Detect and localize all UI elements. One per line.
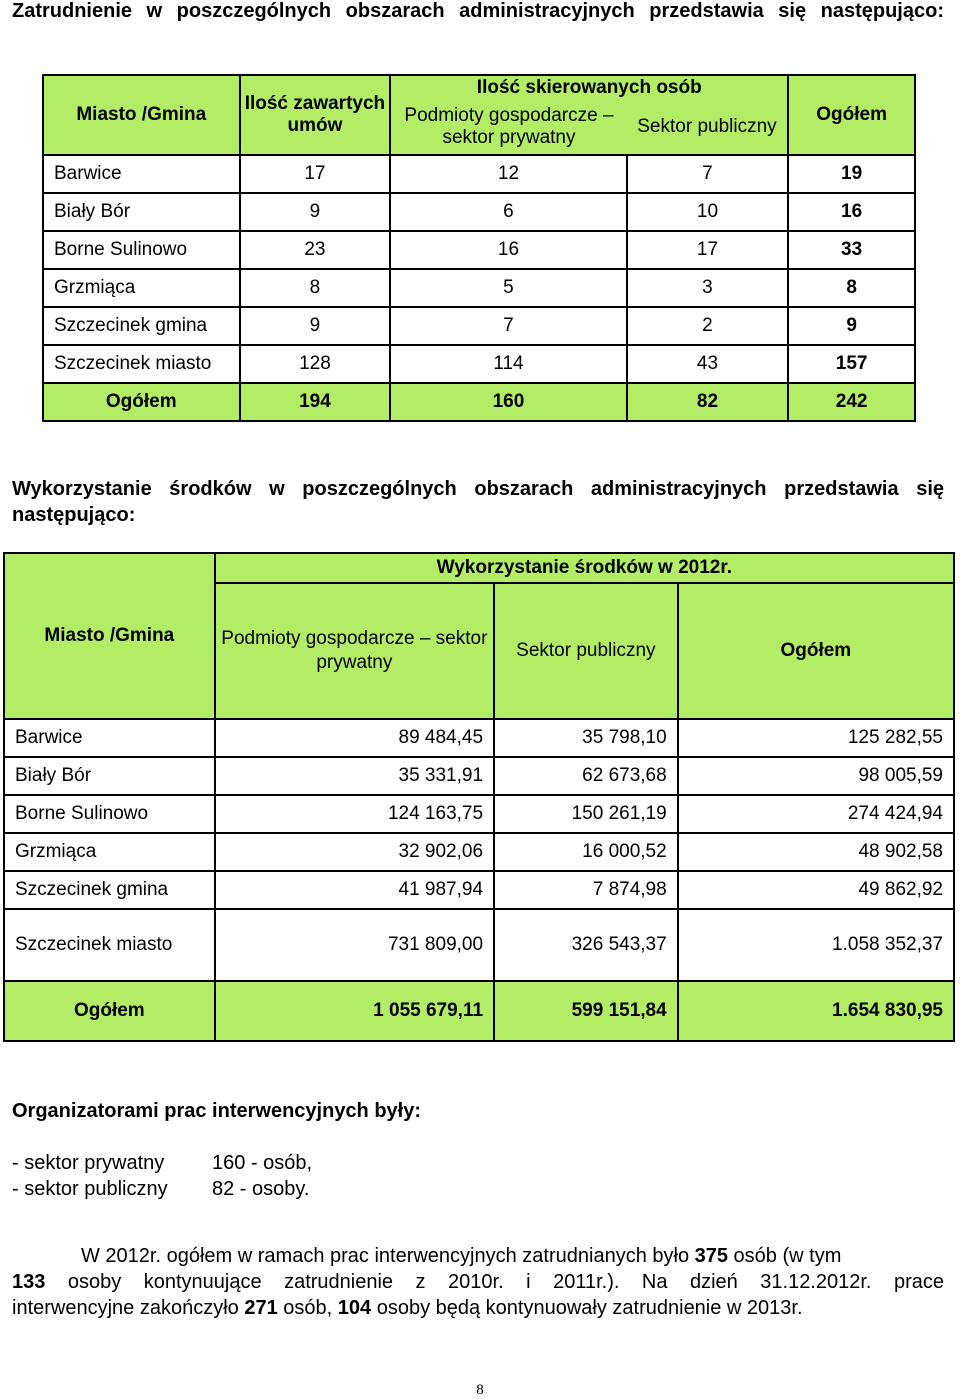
total-cell: 98 005,59 [678,757,954,795]
total-cell: 125 282,55 [678,719,954,757]
header-directed: Ilość skierowanych osób [390,75,788,99]
sum-public: 82 [627,383,789,421]
page-number: 8 [476,1382,484,1398]
sum-label: Ogółem [43,383,240,421]
summary-text: osób, [277,1297,338,1319]
city-cell: Szczecinek miasto [4,909,215,981]
private-cell: 16 [390,231,626,269]
list-item [12,1150,312,1176]
table-row [4,871,954,909]
organizer-value: 82 - osoby. [212,1178,310,1200]
total-cell: 49 862,92 [678,871,954,909]
employment-table [42,74,916,422]
total-cell: 8 [788,269,915,307]
city-cell: Biały Bór [4,757,215,795]
public-cell: 16 000,52 [494,833,678,871]
header-usage: Wykorzystanie środków w 2012r. [215,553,954,583]
public-cell: 62 673,68 [494,757,678,795]
table-row [43,269,915,307]
organizer-label: - sektor publiczny [12,1178,168,1200]
private-cell: 114 [390,345,626,383]
header-total: Ogółem [678,583,954,719]
table-row [43,155,915,193]
private-cell: 731 809,00 [215,909,494,981]
public-cell: 10 [627,193,789,231]
city-cell: Borne Sulinowo [43,231,240,269]
summary-text: interwencyjne zakończyło [12,1297,245,1319]
public-cell: 326 543,37 [494,909,678,981]
organizer-value: 160 - osób, [212,1152,313,1174]
summary-number: 375 [694,1245,728,1267]
public-cell: 17 [627,231,789,269]
header-private: Podmioty gospodarcze – sektor prywatny [215,583,494,719]
contracts-cell: 17 [240,155,391,193]
city-cell: Borne Sulinowo [4,795,215,833]
summary-text: osób (w tym [728,1245,842,1267]
private-cell: 89 484,45 [215,719,494,757]
list-item [12,1176,309,1202]
public-cell: 35 798,10 [494,719,678,757]
sum-label: Ogółem [4,981,215,1041]
total-cell: 16 [788,193,915,231]
city-cell: Grzmiąca [43,269,240,307]
summary-paragraph [12,1243,944,1321]
city-cell: Biały Bór [43,193,240,231]
header-public: Sektor publiczny [627,99,789,155]
private-cell: 7 [390,307,626,345]
total-cell: 19 [788,155,915,193]
header-city: Miasto /Gmina [43,75,240,155]
total-cell: 33 [788,231,915,269]
public-cell: 43 [627,345,789,383]
total-cell: 1.058 352,37 [678,909,954,981]
private-cell: 12 [390,155,626,193]
table-row [43,345,915,383]
header-total: Ogółem [788,75,915,155]
summary-text: W 2012r. ogółem w ramach prac interwencyjnych zatrudnianych było [81,1245,695,1267]
table-row [4,909,954,981]
sum-contracts: 194 [240,383,391,421]
table-row [43,307,915,345]
table-row [43,193,915,231]
sum-private: 1 055 679,11 [215,981,494,1041]
sum-public: 599 151,84 [494,981,678,1041]
contracts-cell: 9 [240,193,391,231]
city-cell: Grzmiąca [4,833,215,871]
intro-funds: Wykorzystanie środków w poszczególnych obszarach administracyjnych przedstawia się następująco: [12,478,944,526]
table-sum-row [4,981,954,1041]
organizer-label: - sektor prywatny [12,1152,165,1174]
total-cell: 274 424,94 [678,795,954,833]
summary-line-2 [12,1269,944,1295]
summary-text: osoby będą kontynuowały zatrudnienie w 2013r. [371,1297,803,1319]
city-cell: Szczecinek miasto [43,345,240,383]
private-cell: 32 902,06 [215,833,494,871]
table-row [4,719,954,757]
sum-private: 160 [390,383,626,421]
total-cell: 48 902,58 [678,833,954,871]
private-cell: 5 [390,269,626,307]
funds-table [3,552,955,1042]
contracts-cell: 8 [240,269,391,307]
table-row [4,795,954,833]
public-cell: 7 [627,155,789,193]
private-cell: 6 [390,193,626,231]
table-row [4,757,954,795]
private-cell: 124 163,75 [215,795,494,833]
public-cell: 150 261,19 [494,795,678,833]
header-contracts: Ilość zawartych umów [240,75,391,155]
table-row [43,231,915,269]
private-cell: 41 987,94 [215,871,494,909]
total-cell: 9 [788,307,915,345]
sum-total: 242 [788,383,915,421]
table-row [4,833,954,871]
public-cell: 3 [627,269,789,307]
header-public: Sektor publiczny [494,583,678,719]
summary-line-1 [12,1243,944,1269]
summary-line-3 [12,1295,944,1321]
contracts-cell: 128 [240,345,391,383]
public-cell: 7 874,98 [494,871,678,909]
total-cell: 157 [788,345,915,383]
table-sum-row [43,383,915,421]
contracts-cell: 9 [240,307,391,345]
public-cell: 2 [627,307,789,345]
organizers-heading: Organizatorami prac interwencyjnych były: [12,1100,422,1122]
header-city: Miasto /Gmina [4,553,215,719]
summary-number: 271 [244,1297,278,1319]
city-cell: Barwice [43,155,240,193]
summary-number: 104 [337,1297,372,1319]
city-cell: Szczecinek gmina [4,871,215,909]
header-private: Podmioty gospodarcze – sektor prywatny [390,99,626,155]
sum-total: 1.654 830,95 [678,981,954,1041]
summary-number: 133 [12,1271,46,1293]
private-cell: 35 331,91 [215,757,494,795]
intro-employment: Zatrudnienie w poszczególnych obszarach administracyjnych przedstawia się następująco: [12,0,944,22]
summary-text: osoby kontynuujące zatrudnienie z 2010r. i 2011r.). Na dzień 31.12.2012r. prace [45,1271,944,1293]
contracts-cell: 23 [240,231,391,269]
city-cell: Szczecinek gmina [43,307,240,345]
city-cell: Barwice [4,719,215,757]
